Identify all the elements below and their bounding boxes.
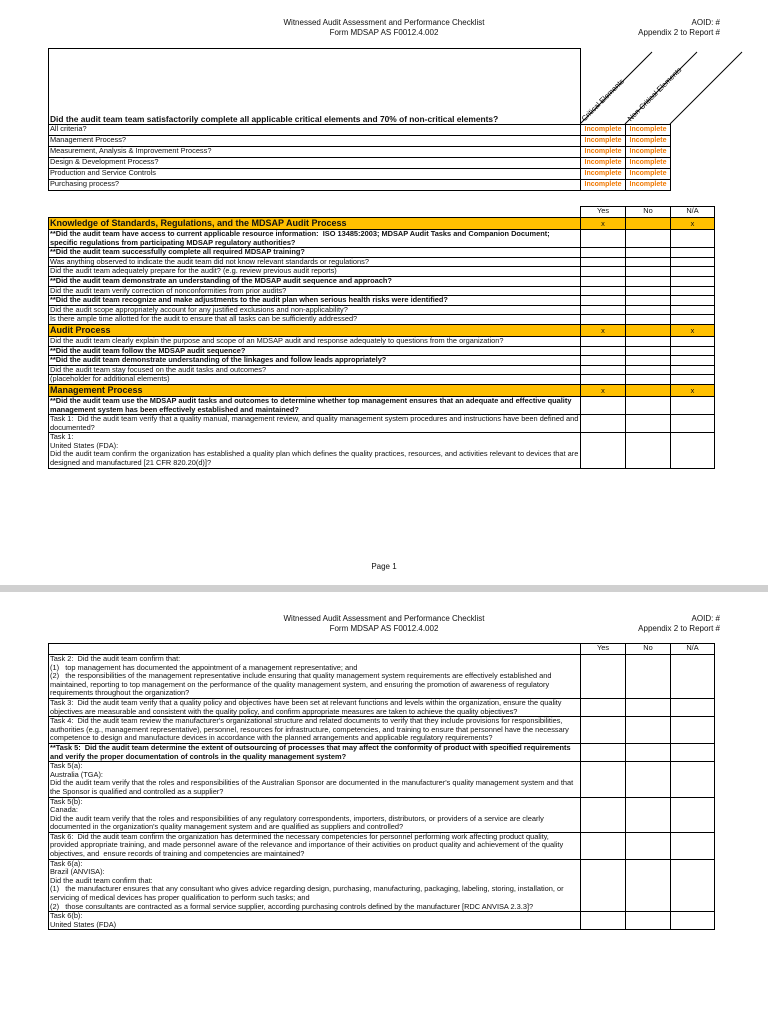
no-checkbox[interactable] — [626, 257, 671, 267]
yes-column-header: Yes — [581, 207, 626, 218]
no-checkbox[interactable] — [626, 336, 671, 346]
yes-checkbox[interactable] — [581, 375, 626, 385]
yes-checkbox[interactable] — [581, 396, 626, 414]
yes-checkbox[interactable]: x — [581, 384, 626, 396]
na-checkbox[interactable] — [671, 346, 715, 356]
question-row — [49, 396, 715, 414]
question-row — [49, 415, 715, 433]
na-checkbox[interactable] — [671, 248, 715, 258]
form-number: Form MDSAP AS F0012.4.002 — [329, 624, 439, 633]
yes-checkbox[interactable] — [581, 832, 626, 859]
no-checkbox[interactable] — [626, 717, 671, 744]
question-text: **Did the audit team use the MDSAP audit tasks and outcomes to determine whether top management ensures that an adequate and effective quality management system has been effectively established and maintained? — [49, 396, 581, 414]
no-checkbox[interactable] — [626, 384, 671, 396]
no-checkbox[interactable] — [626, 248, 671, 258]
no-checkbox[interactable] — [626, 365, 671, 375]
na-checkbox[interactable] — [671, 717, 715, 744]
na-checkbox[interactable] — [671, 230, 715, 248]
question-text: Task 1: Did the audit team verify that a quality manual, management review, and quality management system procedures and instructions have been defined and documented? — [50, 414, 581, 432]
question-row — [49, 832, 715, 859]
yes-checkbox[interactable] — [581, 655, 626, 699]
question-text: **Did the audit team recognize and make adjustments to the audit plan when serious health risks were identified? — [49, 296, 581, 306]
question-text: Task 1: United States (FDA): Did the audit team confirm the organization has established a quality plan which defines the quality practices, resources, and activities relevant to devices that are designed and manufactured [21 CFR 820.20(d)]? — [49, 433, 581, 468]
question-row — [49, 336, 715, 346]
section-header-row — [49, 384, 715, 396]
form-number: Form MDSAP AS F0012.4.002 — [329, 28, 439, 37]
summary-row-label: Production and Service Controls — [49, 169, 581, 180]
na-checkbox[interactable] — [671, 433, 715, 468]
question-text: Did the audit scope appropriately account for any justified exclusions and non-applicability? — [49, 305, 581, 315]
question-row — [49, 286, 715, 296]
noncritical-status: Incomplete — [626, 147, 671, 158]
document-title: Witnessed Audit Assessment and Performance Checklist — [283, 18, 485, 27]
no-checkbox[interactable] — [626, 433, 671, 468]
appendix-label: Appendix 2 to Report # — [638, 624, 720, 633]
no-checkbox[interactable] — [626, 218, 671, 230]
yes-checkbox[interactable] — [581, 415, 626, 433]
na-checkbox[interactable] — [671, 336, 715, 346]
noncritical-status: Incomplete — [626, 158, 671, 169]
na-checkbox[interactable] — [671, 305, 715, 315]
summary-table — [48, 48, 671, 191]
no-checkbox[interactable] — [626, 230, 671, 248]
question-text: **Did the audit team have access to current applicable resource information: ISO 13485:2003; MDSAP Audit Tasks and Companion Document; specific regulations from participating MDSAP regulatory authorities? — [49, 230, 581, 248]
no-checkbox[interactable] — [626, 698, 671, 716]
na-checkbox[interactable] — [671, 859, 715, 912]
no-checkbox[interactable] — [626, 375, 671, 385]
question-row — [49, 248, 715, 258]
question-text: Did the audit team verify correction of nonconformities from prior audits? — [49, 286, 581, 296]
question-text: **Did the audit team demonstrate understanding of the linkages and follow leads appropriately? — [49, 356, 581, 366]
summary-row-label: All criteria? — [49, 125, 581, 136]
noncritical-status: Incomplete — [626, 125, 671, 136]
question-text: Task 5(b): Canada: Did the audit team verify that the roles and responsibilities of any regulatory correspondents, importers, distributors, or providers of a service are clearly documented in the organization's quality management system and are qualified as suppliers and controlled? — [49, 797, 581, 832]
question-text: Task 6: Did the audit team confirm the organization has determined the necessary competencies for personnel performing work affecting product quality, provided appropriate training, and made personnel aware of the relevance and importance of their activities on product quality and achievement of the quality objectives, and ensure records of training and competencies are maintained? — [49, 832, 581, 859]
no-checkbox[interactable] — [626, 324, 671, 336]
summary-row-label: Design & Development Process? — [49, 158, 581, 169]
noncritical-status: Incomplete — [626, 180, 671, 191]
document-title: Witnessed Audit Assessment and Performance Checklist — [283, 614, 485, 623]
checklist-table-page2 — [48, 643, 715, 930]
question-text: Did the audit team clearly explain the purpose and scope of an MDSAP audit and response adequately to questions from the organization? — [49, 336, 581, 346]
noncritical-status: Incomplete — [626, 136, 671, 147]
yes-checkbox[interactable] — [581, 286, 626, 296]
no-checkbox[interactable] — [626, 655, 671, 699]
section-title: Management Process — [49, 384, 581, 396]
no-checkbox[interactable] — [626, 797, 671, 832]
no-checkbox[interactable] — [626, 859, 671, 912]
appendix-label: Appendix 2 to Report # — [638, 28, 720, 37]
yes-checkbox[interactable] — [581, 365, 626, 375]
aoid-label: AOID: # — [691, 614, 720, 623]
question-row — [49, 433, 715, 468]
yes-checkbox[interactable] — [581, 305, 626, 315]
na-checkbox[interactable] — [671, 797, 715, 832]
yes-checkbox[interactable] — [581, 762, 626, 797]
section-title: Knowledge of Standards, Regulations, and the MDSAP Audit Process — [49, 218, 581, 230]
yes-checkbox[interactable] — [581, 356, 626, 366]
no-checkbox[interactable] — [626, 762, 671, 797]
no-checkbox[interactable] — [626, 296, 671, 306]
na-checkbox[interactable] — [671, 276, 715, 286]
na-checkbox[interactable] — [671, 267, 715, 277]
yes-checkbox[interactable]: x — [581, 218, 626, 230]
critical-status: Incomplete — [581, 125, 626, 136]
question-text: Is there ample time allotted for the audit to ensure that all tasks can be sufficiently addressed? — [49, 315, 581, 325]
critical-status: Incomplete — [581, 169, 626, 180]
summary-row-label: Management Process? — [49, 136, 581, 147]
no-column-header: No — [626, 207, 671, 218]
summary-row-label: Measurement, Analysis & Improvement Process? — [49, 147, 581, 158]
question-text: **Did the audit team demonstrate an understanding of the MDSAP audit sequence and approach? — [49, 276, 581, 286]
question-row — [49, 698, 715, 716]
no-checkbox[interactable] — [626, 415, 671, 433]
na-checkbox[interactable] — [671, 762, 715, 797]
summary-row — [49, 147, 671, 158]
yes-checkbox[interactable] — [581, 248, 626, 258]
yes-checkbox[interactable] — [581, 743, 626, 761]
page-number: Page 1 — [371, 562, 397, 571]
summary-row — [49, 180, 671, 191]
question-row — [49, 276, 715, 286]
no-checkbox[interactable] — [626, 912, 671, 930]
no-checkbox[interactable] — [626, 305, 671, 315]
na-checkbox[interactable]: x — [671, 324, 715, 336]
no-checkbox[interactable] — [626, 396, 671, 414]
no-checkbox[interactable] — [626, 267, 671, 277]
question-text: Task 6(b): United States (FDA) — [49, 912, 581, 930]
na-checkbox[interactable] — [671, 396, 715, 414]
yes-checkbox[interactable] — [581, 276, 626, 286]
na-checkbox[interactable] — [671, 257, 715, 267]
question-text: Task 3: Did the audit team verify that a quality policy and objectives have been set at relevant functions and levels within the organization, ensure the quality objectives are measurable and consistent with the quality policy, and confirm appropriate measures are taken to achieve the quality objectives? — [49, 698, 581, 716]
question-text: Task 6(a): Brazil (ANVISA): Did the audit team confirm that: (1) the manufacturer ensures that any consultant who gives advice regarding design, purchasing, manufacturing, packaging, labeling, storing, installation, or servicing of medical devices has proper qualification to perform such tasks; and (2) those consultants are contracted as a formal service supplier, according purchasing controls defined by the manufacturer [RDC ANVISA 2.3.3]? — [49, 859, 581, 912]
critical-status: Incomplete — [581, 180, 626, 191]
yes-checkbox[interactable]: x — [581, 324, 626, 336]
yes-column-header: Yes — [581, 644, 626, 655]
question-row — [49, 230, 715, 248]
na-checkbox[interactable] — [671, 286, 715, 296]
question-text: Did the audit team stay focused on the audit tasks and outcomes? — [49, 365, 581, 375]
question-row — [49, 717, 715, 744]
na-checkbox[interactable] — [671, 365, 715, 375]
yes-checkbox[interactable] — [581, 230, 626, 248]
na-checkbox[interactable] — [671, 655, 715, 699]
yes-checkbox[interactable] — [581, 912, 626, 930]
summary-row — [49, 158, 671, 169]
question-row — [49, 375, 715, 385]
question-text: Task 2: Did the audit team confirm that: (1) top management has documented the appointment of a management representative; and (2) the responsibilities of the management representative include ensuring that quality management system requirements are effectively established and maintained, reporting to top management on the performance of the quality management system, and ensuring the promotion of awareness of regulatory requirements throughout the organization? — [49, 655, 581, 699]
checklist-table-page1 — [48, 206, 715, 469]
yes-checkbox[interactable] — [581, 267, 626, 277]
na-checkbox[interactable]: x — [671, 384, 715, 396]
na-checkbox[interactable]: x — [671, 218, 715, 230]
summary-row — [49, 125, 671, 136]
no-checkbox[interactable] — [626, 346, 671, 356]
na-column-header: N/A — [671, 207, 715, 218]
no-checkbox[interactable] — [626, 743, 671, 761]
no-checkbox[interactable] — [626, 832, 671, 859]
question-text: **Did the audit team follow the MDSAP audit sequence? — [49, 346, 581, 356]
no-checkbox[interactable] — [626, 315, 671, 325]
yes-checkbox[interactable] — [581, 346, 626, 356]
yes-checkbox[interactable] — [581, 859, 626, 912]
yes-checkbox[interactable] — [581, 315, 626, 325]
no-column-header: No — [626, 644, 671, 655]
summary-row — [49, 136, 671, 147]
question-row — [49, 257, 715, 267]
no-checkbox[interactable] — [626, 356, 671, 366]
question-row — [49, 356, 715, 366]
question-text: Did the audit team adequately prepare for the audit? (e.g. review previous audit reports) — [49, 267, 581, 277]
noncritical-status: Incomplete — [626, 169, 671, 180]
na-checkbox[interactable] — [671, 375, 715, 385]
yes-checkbox[interactable] — [581, 797, 626, 832]
summary-row — [49, 169, 671, 180]
question-text: Task 4: Did the audit team review the manufacturer's organizational structure and related documents to verify that they include provisions for responsibilities, authorities (e.g., management representative), personnel, resources for infrastructure, competencies, and training to ensure that personnel have the necessary competence to design and manufacture devices in accordance with the planned arrangements and applicable regulatory requirements? — [49, 717, 581, 744]
na-checkbox[interactable] — [671, 415, 715, 433]
section-title: Audit Process — [49, 324, 581, 336]
question-row — [49, 346, 715, 356]
no-checkbox[interactable] — [626, 276, 671, 286]
yes-checkbox[interactable] — [581, 257, 626, 267]
na-checkbox[interactable] — [671, 832, 715, 859]
no-checkbox[interactable] — [626, 286, 671, 296]
summary-row-label: Purchasing process? — [49, 180, 581, 191]
question-row — [49, 912, 715, 930]
critical-status: Incomplete — [581, 136, 626, 147]
question-text: **Task 5: Did the audit team determine the extent of outsourcing of processes that may affect the conformity of product with specified requirements and verify the proper documentation of controls in the quality management system? — [49, 743, 581, 761]
yes-checkbox[interactable] — [581, 698, 626, 716]
question-row — [49, 743, 715, 761]
question-row — [49, 655, 715, 699]
critical-elements-header: Critical Elements — [579, 76, 626, 123]
na-checkbox[interactable] — [671, 356, 715, 366]
question-text: (placeholder for additional elements) — [49, 375, 581, 385]
yes-checkbox[interactable] — [581, 433, 626, 468]
na-checkbox[interactable] — [671, 698, 715, 716]
na-column-header: N/A — [671, 644, 715, 655]
question-row — [49, 859, 715, 912]
critical-status: Incomplete — [581, 147, 626, 158]
critical-status: Incomplete — [581, 158, 626, 169]
section-header-row — [49, 218, 715, 230]
yes-checkbox[interactable] — [581, 336, 626, 346]
section-header-row — [49, 324, 715, 336]
na-checkbox[interactable] — [671, 912, 715, 930]
na-checkbox[interactable] — [671, 296, 715, 306]
question-row — [49, 762, 715, 797]
question-text: **Did the audit team successfully complete all required MDSAP training? — [49, 248, 581, 258]
question-row — [49, 797, 715, 832]
non-critical-elements-header: Non-Critical Elements — [625, 65, 684, 123]
yes-checkbox[interactable] — [581, 717, 626, 744]
summary-question: Did the audit team team satisfactorily complete all applicable critical elements and 70% of non-critical elements? — [49, 49, 581, 125]
question-text: Was anything observed to indicate the audit team did not know relevant standards or regulations? — [49, 257, 581, 267]
page-2 — [0, 592, 768, 1024]
na-checkbox[interactable] — [671, 315, 715, 325]
aoid-label: AOID: # — [691, 18, 720, 27]
question-row — [49, 267, 715, 277]
question-row — [49, 305, 715, 315]
question-row — [49, 315, 715, 325]
question-text: Task 5(a): Australia (TGA): Did the audit team verify that the roles and responsibilities of the Australian Sponsor are documented in the manufacturer's quality management system and that the Sponsor is qualified and controlled as a supplier? — [49, 762, 581, 797]
yes-checkbox[interactable] — [581, 296, 626, 306]
question-row — [49, 365, 715, 375]
na-checkbox[interactable] — [671, 743, 715, 761]
question-row — [49, 296, 715, 306]
